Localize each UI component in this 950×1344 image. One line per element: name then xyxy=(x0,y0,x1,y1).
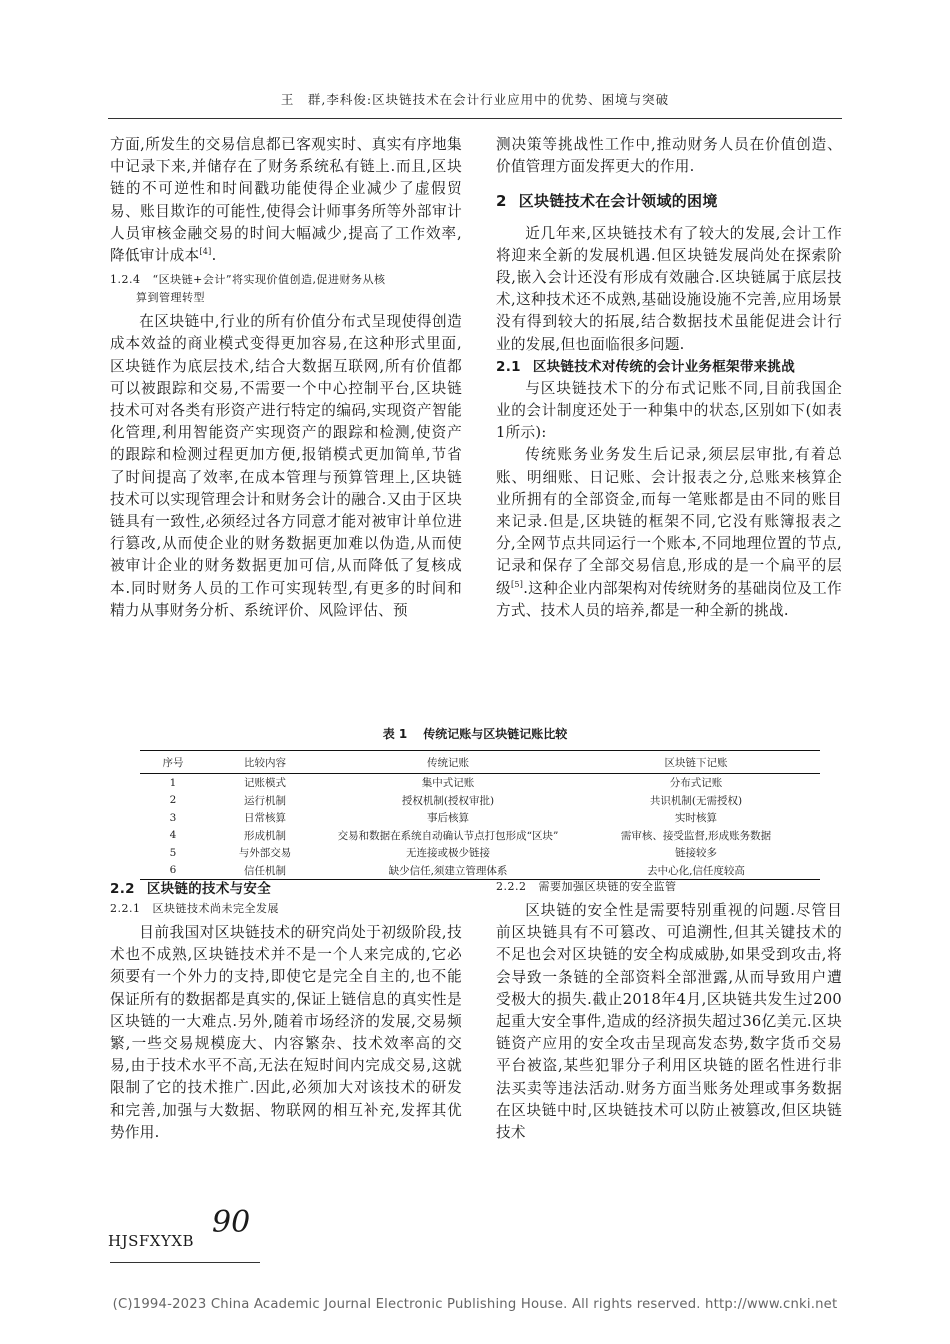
section-title: 区块链的技术与安全 xyxy=(146,881,272,897)
header-cell: 区块链下记账 xyxy=(572,751,820,774)
paragraph-continued-right: 测决策等挑战性工作中,推动财务人员在价值创造、价值管理方面发挥更大的作用. xyxy=(496,136,842,176)
table-cell: 运行机制 xyxy=(244,794,286,807)
section-number: 2.2.1 xyxy=(110,902,141,915)
citation-ref: [5] xyxy=(510,579,524,589)
section-number: 2.2.2 xyxy=(496,880,527,893)
copyright-notice: (C)1994-2023 China Academic Journal Electronic Publishing House. All rights reserved. http://www.cnki.net xyxy=(112,1297,838,1312)
table-cell: 集中式记账 xyxy=(421,777,475,790)
section-heading-2-2 xyxy=(110,878,462,900)
page-number: 90 xyxy=(212,1205,251,1240)
table-cell: 4 xyxy=(169,829,177,842)
table-row xyxy=(140,774,820,792)
table-cell: 信任机制 xyxy=(206,862,324,880)
table-cell: 2 xyxy=(169,794,177,807)
table-row xyxy=(140,827,820,845)
section-heading-1-2-4 xyxy=(110,271,462,307)
table-cell: 分布式记账 xyxy=(669,777,723,790)
table-row xyxy=(140,862,820,880)
section-title-line-1: “区块链+会计”将实现价值创造,促进财务从核 xyxy=(152,273,386,287)
table-cell: 形成机制 xyxy=(244,829,286,842)
citation-ref: [4] xyxy=(199,247,212,257)
paragraph-text: 传统账务业务发生后记录,须层层审批,有着总账、明细账、日记账、会计报表之分,总账来核算企业所拥有的全部资金,而每一笔账都是由不同的账目来记录.但是,区块链的框架不同,它没有账簿报表之分,全网节点共同运行一个账本,不同地理位置的节点,记录和保存了全部交易信息,形成的是一个扁平的层级 xyxy=(496,446,842,597)
table-cell: 记账模式 xyxy=(244,777,286,790)
table-row xyxy=(140,809,820,827)
header-divider xyxy=(108,118,842,119)
table-cell: 去中心化,信任度较高 xyxy=(572,862,820,880)
running-header: 王 群,李科俊:区块链技术在会计行业应用中的优势、困境与突破 xyxy=(280,92,670,107)
section-number: 2.1 xyxy=(496,358,521,375)
table-cell: 链接较多 xyxy=(675,847,717,860)
header-cell: 比较内容 xyxy=(206,751,324,774)
paragraph-continued xyxy=(110,134,462,267)
table-number: 表 1 xyxy=(382,727,408,741)
table-cell: 共识机制(无需授权) xyxy=(649,794,743,807)
section-number: 2.2 xyxy=(110,881,135,897)
right-column-bottom xyxy=(496,878,842,1144)
table-cell: 6 xyxy=(140,862,206,880)
section-title: 区块链技术在会计领域的困境 xyxy=(518,192,718,211)
section-heading-2-2-2 xyxy=(496,878,842,896)
section-title: 区块链技术尚未完全发展 xyxy=(152,902,279,915)
table-title: 传统记账与区块链记账比较 xyxy=(423,727,568,741)
table-header-row xyxy=(140,751,820,774)
section-heading-2-1 xyxy=(496,356,842,378)
right-column-top xyxy=(496,134,842,622)
table-cell: 5 xyxy=(169,846,177,859)
paragraph-1-2-4: 在区块链中,行业的所有价值分布式呈现使得创造成本效益的商业模式变得更加容易,在这种形式里面,区块链作为底层技术,结合大数据互联网,所有价值都可以被跟踪和交易,不需要一个中心控制平台,区块链技术可对各类有形资产进行特定的编码,实现资产智能化管理,利用智能资产实现资产的跟踪和检测,使资产的跟踪和检测过程更加方便,报销模式更加简单,节省了时间提高了效率,在成本管理与预算管理上,区块链技术可以实现管理会计和财务会计的融合.又由于区块链具有一致性,必须经过各方同意才能对被审计单位进行篡改,从而使企业的财务数据更加难以伪造,从而使被审计企业的财务数据更加可信,从而降低了复核成本.同时财务人员的工作可实现转型,有更多的时间和精力从事财务分析、系统评价、风险评估、预 xyxy=(110,313,462,619)
table-caption xyxy=(0,725,950,742)
journal-abbreviation: HJSFXYXB xyxy=(108,1232,195,1250)
paragraph-text: 方面,所发生的交易信息都已客观实时、真实有序地集中记录下来,并储存在了财务系统私有链上.而且,区块链的不可逆性和时间戳功能使得企业减少了虚假贸易、账目欺诈的可能性,使得会计师事务所等外部审计人员审核金融交易的时间大幅减少,提高了工作效率,降低审计成本 xyxy=(110,136,462,265)
table-cell: 无连接或极少链接 xyxy=(406,847,490,860)
paragraph-end: . xyxy=(211,247,217,265)
header-cell: 传统记账 xyxy=(324,751,572,774)
section-title-line-2: 算到管理转型 xyxy=(136,291,205,305)
table-cell: 1 xyxy=(169,776,177,789)
table-row xyxy=(140,792,820,810)
section-title: 需要加强区块链的安全监管 xyxy=(538,880,677,893)
paragraph-2-2-1: 目前我国对区块链技术的研究尚处于初级阶段,技术也不成熟,区块链技术并不是一个人来完成的,它必须要有一个外力的支持,即使它是完全自主的,也不能保证所有的数据都是真实的,保证上链信息的真实性是区块链的一大难点.另外,随着市场经济的发展,交易频繁,一些交易规模庞大、内容繁杂、技术效率高的交易,由于技术水平不高,无法在短时间内完成交易,这就限制了它的技术推广.因此,必须加大对该技术的研发和完善,加强与大数据、物联网的相互补充,发挥其优势作用. xyxy=(110,924,462,1141)
paragraph-2-1-b xyxy=(496,444,842,622)
section-title: 区块链技术对传统的会计业务框架带来挑战 xyxy=(532,358,796,375)
section-number: 2 xyxy=(496,192,507,211)
section-number: 1.2.4 xyxy=(110,273,141,287)
comparison-table xyxy=(140,750,820,880)
paragraph-text: .这种企业内部架构对传统财务的基础岗位及工作方式、技术人员的培养,都是一种全新的挑战. xyxy=(496,579,842,619)
header-cell: 序号 xyxy=(140,751,206,774)
table-cell: 3 xyxy=(169,811,177,824)
table-cell: 事后核算 xyxy=(427,812,469,825)
table-cell: 缺少信任,须建立管理体系 xyxy=(324,862,572,880)
table-row xyxy=(140,844,820,862)
paragraph-2-2-2: 区块链的安全性是需要特别重视的问题.尽管目前区块链具有不可篡改、可追溯性,但其关键技术的不足也会对区块链的安全构成威胁,如果受到攻击,将会导致一条链的全部资料全部泄露,从而导致用户遭受极大的损失.截止2018年4月,区块链共发生过200起重大安全事件,造成的经济损失超过36亿美元.区块链资产应用的安全攻击呈现高发态势,数字货币交易平台被盗,某些犯罪分子利用区块链的匿名性进行非法买卖等违法活动.财务方面当账务处理或事务数据在区块链中时,区块链技术可以防止被篡改,但区块链技术 xyxy=(496,902,842,1142)
paragraph-2-1-a: 与区块链技术下的分布式记账不同,目前我国企业的会计制度还处于一种集中的状态,区别如下(如表1所示): xyxy=(496,379,842,442)
footer-divider xyxy=(110,1262,260,1263)
left-column-bottom xyxy=(110,878,462,1144)
table-cell: 需审核、接受监督,形成账务数据 xyxy=(620,829,772,842)
paragraph-2: 近几年来,区块链技术有了较大的发展,会计工作将迎来全新的发展机遇.但区块链发展尚处在探索阶段,嵌入会计还没有形成有效融合.区块链属于底层技术,这种技术还不成熟,基础设施设施不完善,应用场景没有得到较大的拓展,结合数据技术虽能促进会计行业的发展,但也面临很多问题. xyxy=(496,224,842,353)
table-cell: 授权机制(授权审批) xyxy=(401,794,495,807)
table-cell: 日常核算 xyxy=(244,812,286,825)
section-heading-2-2-1 xyxy=(110,900,462,918)
table-cell: 与外部交易 xyxy=(238,847,292,860)
section-heading-2 xyxy=(496,190,842,212)
table-cell: 实时核算 xyxy=(675,812,717,825)
left-column-top xyxy=(110,134,462,622)
table-cell: 交易和数据在系统自动确认节点打包形成“区块” xyxy=(337,829,559,842)
